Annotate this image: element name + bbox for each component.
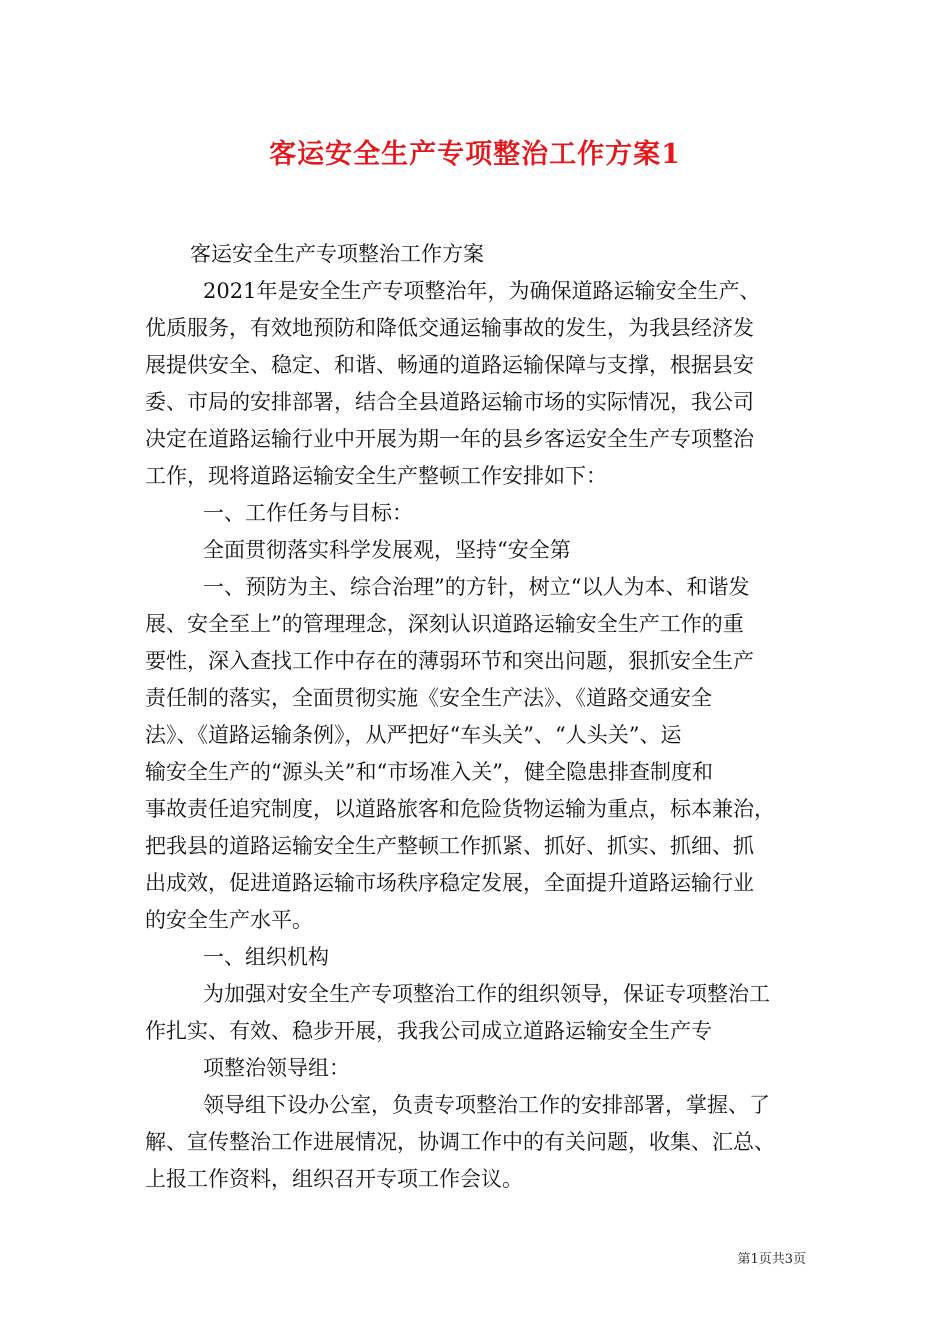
paragraph-line: 要性，深入查找工作中存在的薄弱环节和突出问题，狠抓安全生产 bbox=[145, 649, 754, 673]
paragraph-line: 法》、《道路运输条例》，从严把好“车头关”、“人头关”、运 bbox=[145, 723, 682, 747]
page-number: 第1页共3页 bbox=[737, 1252, 806, 1267]
paragraph-line: 展提供安全、稳定、和谐、畅通的道路运输保障与支撑，根据县安 bbox=[145, 353, 754, 377]
paragraph-line: 工作，现将道路运输安全生产整顿工作安排如下： bbox=[145, 464, 607, 488]
section-heading: 一、组织机构 bbox=[203, 945, 329, 969]
paragraph-line: 解、宣传整治工作进展情况，协调工作中的有关问题，收集、汇总、 bbox=[145, 1130, 775, 1154]
paragraph-line: 一、预防为主、综合治理”的方针，树立“以人为本、和谐发 bbox=[203, 575, 750, 599]
paragraph-line: 作扎实、有效、稳步开展，我我公司成立道路运输安全生产专 bbox=[145, 1019, 712, 1043]
paragraph-line: 的安全生产水平。 bbox=[145, 908, 313, 932]
paragraph-line: 全面贯彻落实科学发展观，坚持“安全第 bbox=[203, 538, 571, 562]
document-title: 客运安全生产专项整治工作方案1 bbox=[269, 139, 681, 170]
paragraph-line: 2021年是安全生产专项整治年，为确保道路运输安全生产、 bbox=[203, 279, 761, 303]
paragraph-line: 责任制的落实，全面贯彻实施《安全生产法》、《道路交通安全 bbox=[145, 686, 712, 710]
paragraph-line: 项整治领导组： bbox=[203, 1056, 350, 1080]
paragraph-line: 领导组下设办公室，负责专项整治工作的安排部署，掌握、了 bbox=[203, 1093, 770, 1117]
paragraph-line: 上报工作资料，组织召开专项工作会议。 bbox=[145, 1167, 523, 1191]
paragraph-line: 优质服务，有效地预防和降低交通运输事故的发生，为我县经济发 bbox=[145, 316, 754, 340]
section-heading: 一、工作任务与目标： bbox=[203, 501, 413, 525]
paragraph-line: 把我县的道路运输安全生产整顿工作抓紧、抓好、抓实、抓细、抓 bbox=[145, 834, 754, 858]
paragraph-line: 决定在道路运输行业中开展为期一年的县乡客运安全生产专项整治 bbox=[145, 427, 754, 451]
paragraph-line: 为加强对安全生产专项整治工作的组织领导，保证专项整治工 bbox=[203, 982, 770, 1006]
paragraph-line: 出成效，促进道路运输市场秩序稳定发展，全面提升道路运输行业 bbox=[145, 871, 754, 895]
paragraph-line: 委、市局的安排部署，结合全县道路运输市场的实际情况，我公司 bbox=[145, 390, 754, 414]
paragraph-line: 事故责任追究制度，以道路旅客和危险货物运输为重点，标本兼治， bbox=[145, 797, 775, 821]
paragraph-line: 展、安全至上”的管理理念，深刻认识道路运输安全生产工作的重 bbox=[145, 612, 744, 636]
document-body bbox=[145, 236, 805, 1198]
paragraph-line: 输安全生产的“源头关”和“市场准入关”，健全隐患排查制度和 bbox=[145, 760, 713, 784]
subtitle-line: 客运安全生产专项整治工作方案 bbox=[190, 242, 484, 266]
